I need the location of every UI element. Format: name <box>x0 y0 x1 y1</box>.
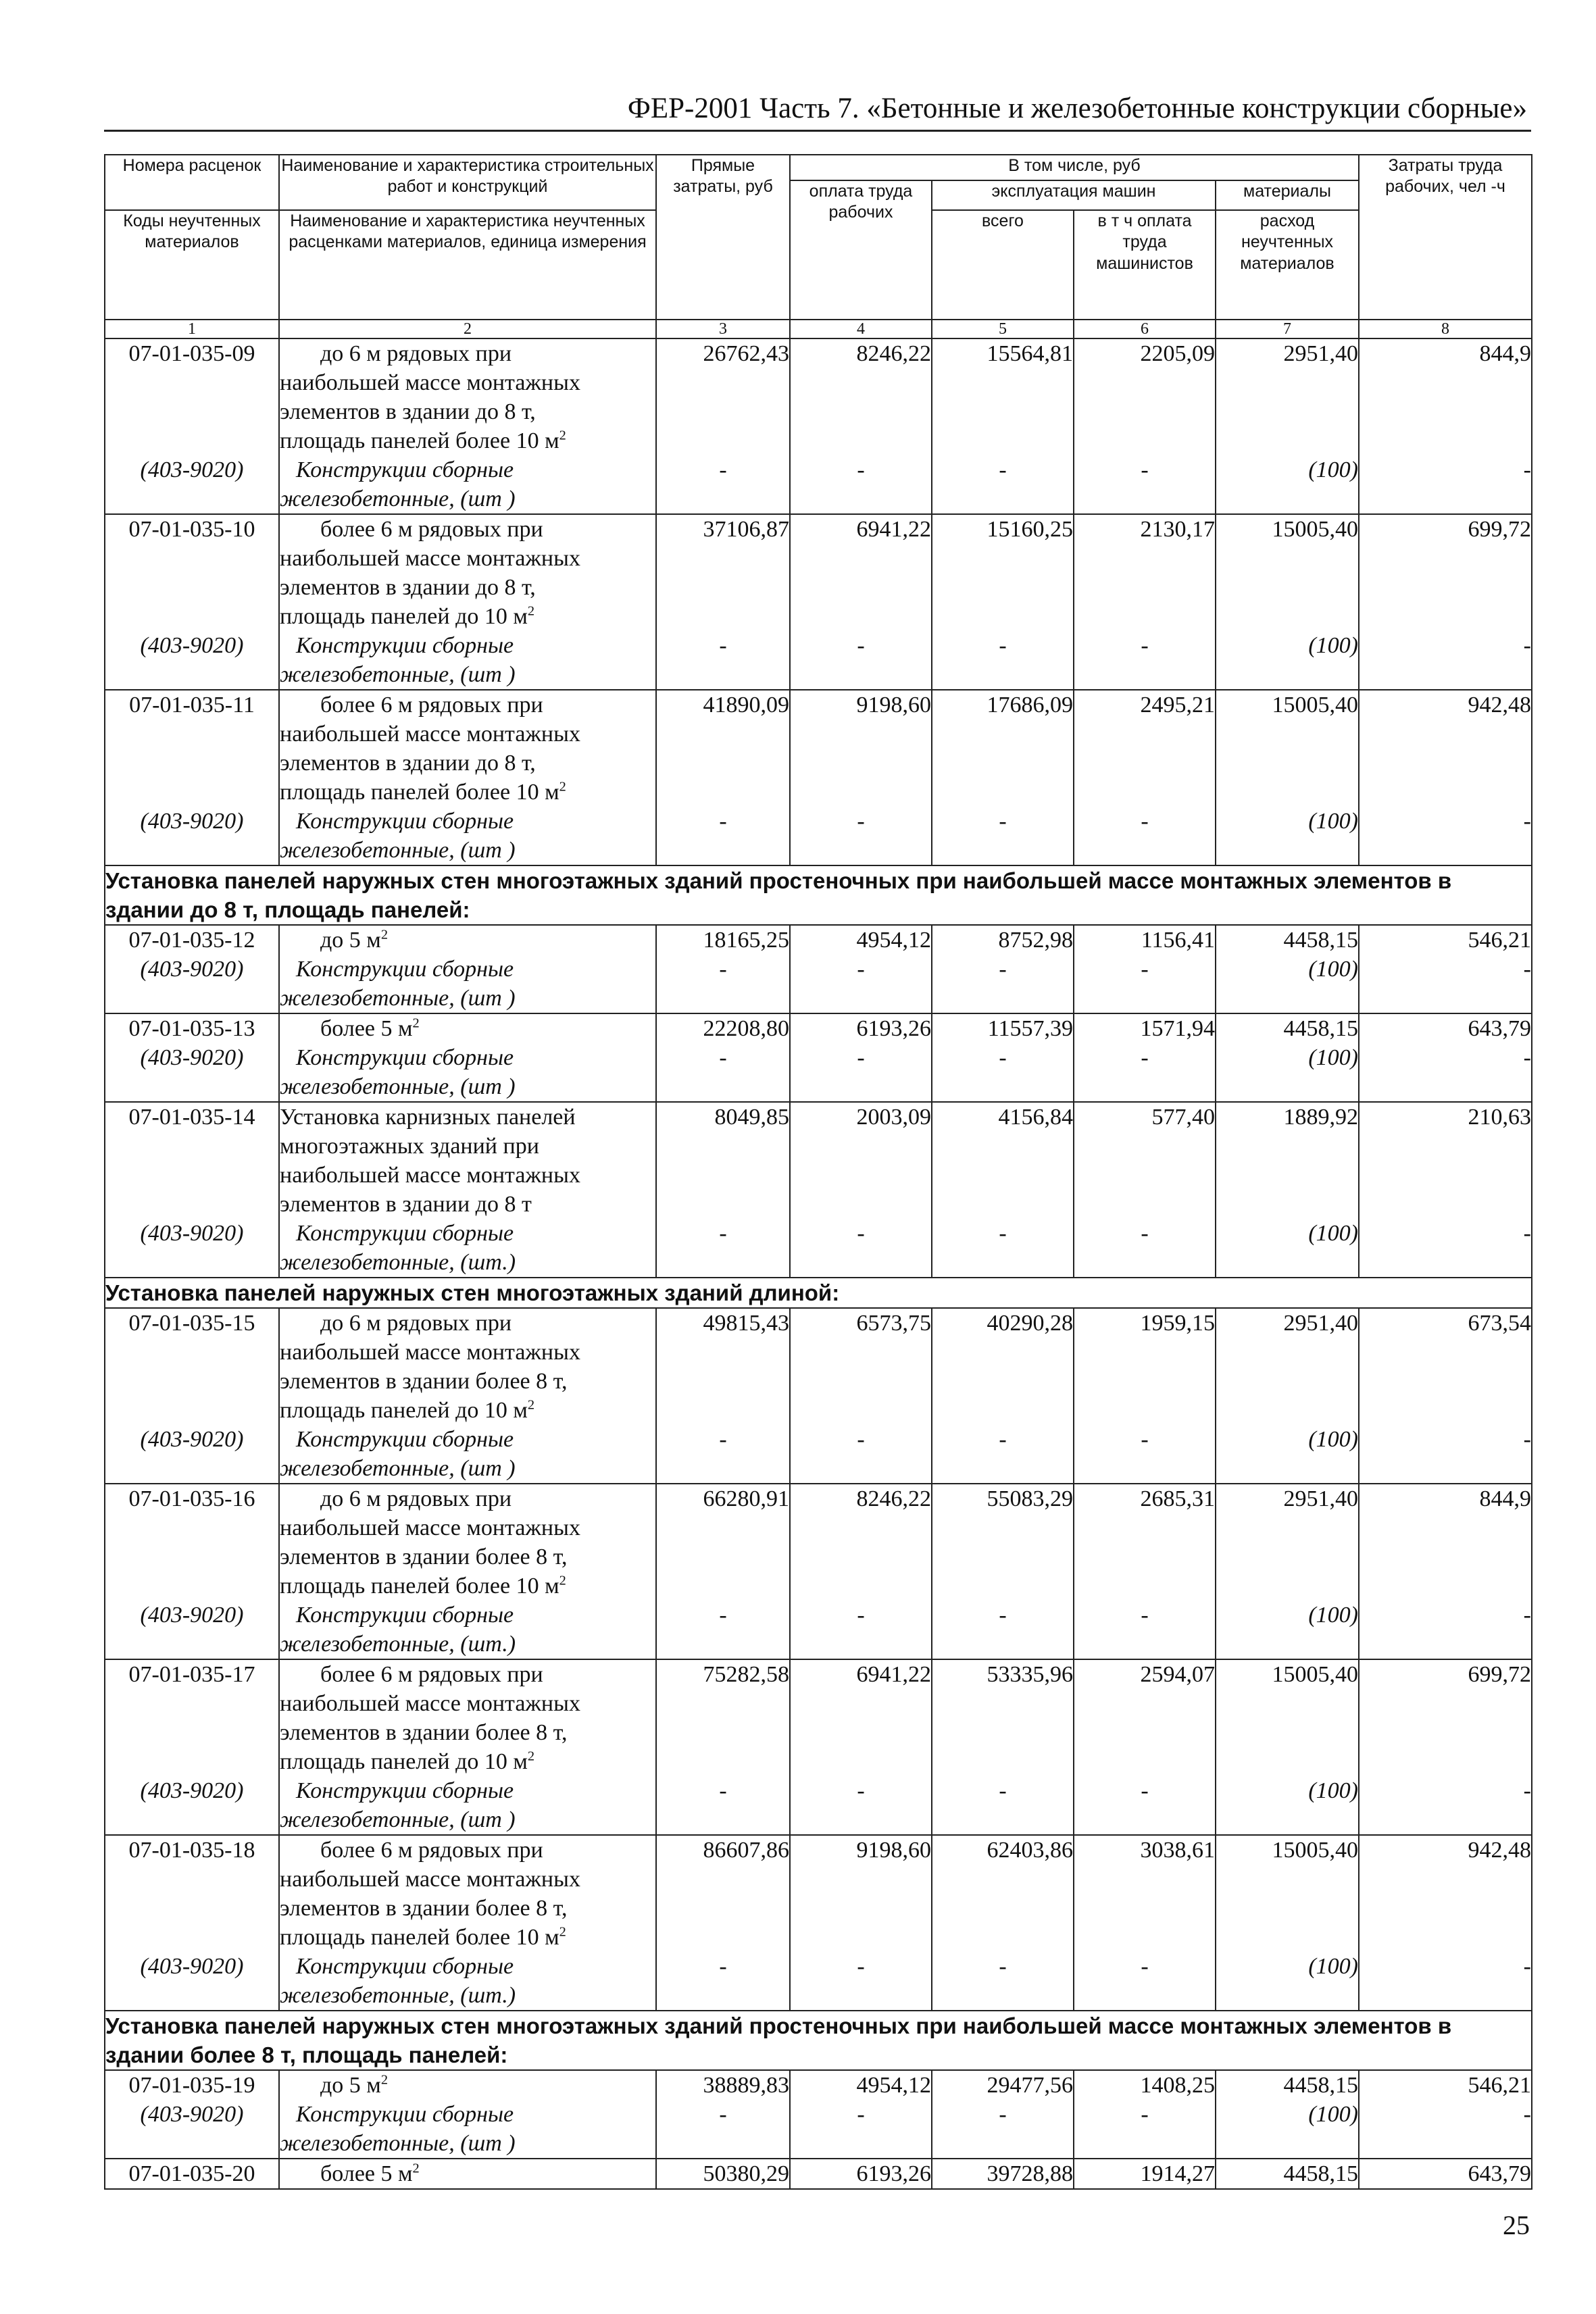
direct-costs: 38889,83 <box>703 2073 789 2098</box>
column-number: 1 <box>105 320 279 338</box>
machines-value: 8752,98 <box>998 928 1073 953</box>
material-qty: (100) <box>1308 1954 1358 1979</box>
direct-costs: 66280,91 <box>703 1486 789 1511</box>
operators-value: 1571,94 <box>1140 1016 1215 1041</box>
col7-header: расход неучтенных материалов <box>1216 210 1359 320</box>
material-name: Конструкции сборные <box>296 1045 514 1070</box>
labor-value: 643,79 <box>1468 2161 1531 2186</box>
direct-costs: 8049,85 <box>714 1105 789 1130</box>
labor-value: 673,54 <box>1468 1311 1531 1336</box>
labor-value: 699,72 <box>1468 1662 1531 1687</box>
table-row: 07-01-035-12 (403-9020) до 5 $м^2$ Конструкции сборные железобетонные, (шт ) 18165,25 - 4954,12 - 8752,98 - 1156,41 - 4458,15 (100) 546,21 - <box>105 925 1532 1013</box>
work-description: до 6 м рядовых при <box>320 341 512 366</box>
material-code: (403-9020) <box>140 1954 244 1979</box>
material-unit: железобетонные, (шт.) <box>280 1632 516 1657</box>
work-description: площадь панелей более 10 м <box>280 428 559 453</box>
material-code: (403-9020) <box>140 957 244 982</box>
machines-value: 15160,25 <box>987 517 1073 542</box>
column-number-row <box>105 320 1532 338</box>
work-description: элементов в здании до 8 т <box>280 1192 532 1217</box>
material-name: Конструкции сборные <box>296 1603 514 1628</box>
work-description: элементов в здании более 8 т, <box>280 1369 568 1394</box>
material-unit: железобетонные, (шт ) <box>280 486 516 511</box>
materials-value: 2951,40 <box>1283 1311 1358 1336</box>
work-description: элементов в здании до 8 т, <box>280 751 536 776</box>
col2-top-header: Наименование и характеристика строительных работ и конструкций <box>279 155 656 210</box>
material-qty: (100) <box>1308 2102 1358 2127</box>
work-description: площадь панелей до 10 м <box>280 1749 528 1774</box>
superscript: 2 <box>412 2161 420 2176</box>
section-heading-row <box>105 1278 1532 1308</box>
material-code: (403-9020) <box>140 1427 244 1452</box>
col6-header: в т ч оплата труда машинистов <box>1074 210 1216 320</box>
work-description: более 5 м <box>320 2161 413 2186</box>
material-name: Конструкции сборные <box>296 2102 514 2127</box>
work-description: наибольшей массе монтажных <box>280 370 580 395</box>
machines-value: 53335,96 <box>987 1662 1073 1687</box>
table-row: 07-01-035-18 (403-9020) более 6 м рядовых при наибольшей массе монтажных элементов в здании более 8 т, площадь панелей более 10 $м^2$ Конструкции сборные железобетонные, (шт.) 86607,86 - 9198,60 - 62403,86 - 3038,61 - 15005,40 (100) 942,48 - <box>105 1835 1532 2011</box>
work-description: элементов в здании более 8 т, <box>280 1896 568 1921</box>
material-qty: (100) <box>1308 1221 1358 1246</box>
table-row: 07-01-035-10 (403-9020) более 6 м рядовых при наибольшей массе монтажных элементов в здании до 8 т, площадь панелей до 10 $м^2$ Конструкции сборные железобетонные, (шт ) 37106,87 - 6941,22 - 15160,25 - 2130,17 - 15005,40 (100) 699,72 - <box>105 514 1532 690</box>
materials-value: 15005,40 <box>1272 693 1358 718</box>
rate-code: 07-01-035-17 <box>128 1662 255 1687</box>
work-description: наибольшей массе монтажных <box>280 546 580 571</box>
machines-value: 4156,84 <box>998 1105 1073 1130</box>
materials-value: 4458,15 <box>1283 2161 1358 2186</box>
col1-top-header: Номера расценок <box>105 155 279 210</box>
machines-value: 55083,29 <box>987 1486 1073 1511</box>
work-description: до 6 м рядовых при <box>320 1311 512 1336</box>
material-qty: (100) <box>1308 1045 1358 1070</box>
wages-value: 9198,60 <box>856 693 931 718</box>
work-description: наибольшей массе монтажных <box>280 1515 580 1540</box>
col8-header: Затраты труда рабочих, чел -ч <box>1359 155 1532 320</box>
material-unit: железобетонные, (шт ) <box>280 1456 516 1481</box>
rate-code: 07-01-035-11 <box>129 693 255 718</box>
direct-costs: 86607,86 <box>703 1838 789 1863</box>
material-code: (403-9020) <box>140 1778 244 1803</box>
material-qty: (100) <box>1308 1778 1358 1803</box>
material-unit: железобетонные, (шт ) <box>280 1807 516 1832</box>
column-number: 5 <box>932 320 1074 338</box>
column-number: 3 <box>656 320 790 338</box>
work-description: до 6 м рядовых при <box>320 1486 512 1511</box>
rate-code: 07-01-035-18 <box>128 1838 255 1863</box>
materials-value: 4458,15 <box>1283 2073 1358 2098</box>
materials-header: материалы <box>1216 180 1359 210</box>
material-qty: (100) <box>1308 633 1358 658</box>
materials-value: 4458,15 <box>1283 928 1358 953</box>
table-row: 07-01-035-17 (403-9020) более 6 м рядовых при наибольшей массе монтажных элементов в здании более 8 т, площадь панелей до 10 $м^2$ Конструкции сборные железобетонные, (шт ) 75282,58 - 6941,22 - 53335,96 - 2594,07 - 15005,40 (100) 699,72 - <box>105 1659 1532 1835</box>
col5-header: всего <box>932 210 1074 320</box>
wages-value: 4954,12 <box>856 2073 931 2098</box>
table-row <box>105 2159 1532 2189</box>
material-unit: железобетонные, (шт.) <box>280 1250 516 1275</box>
rate-code: 07-01-035-19 <box>128 2073 255 2098</box>
rate-code: 07-01-035-13 <box>128 1016 255 1041</box>
machines-value: 40290,28 <box>987 1311 1073 1336</box>
work-description: элементов в здании более 8 т, <box>280 1720 568 1745</box>
machines-value: 29477,56 <box>987 2073 1073 2098</box>
material-qty: (100) <box>1308 1427 1358 1452</box>
material-name: Конструкции сборные <box>296 1778 514 1803</box>
work-description: элементов в здании до 8 т, <box>280 575 536 600</box>
column-number: 2 <box>279 320 656 338</box>
group-header: В том числе, руб <box>790 155 1359 180</box>
operators-value: 1156,41 <box>1141 928 1215 953</box>
material-qty: (100) <box>1308 957 1358 982</box>
rate-code: 07-01-035-10 <box>128 517 255 542</box>
materials-value: 1889,92 <box>1283 1105 1358 1130</box>
labor-value: 844,9 <box>1479 341 1531 366</box>
table-row: 07-01-035-13 (403-9020) более 5 $м^2$ Конструкции сборные железобетонные, (шт ) 22208,80 - 6193,26 - 11557,39 - 1571,94 - 4458,15 (100) 643,79 - <box>105 1013 1532 1102</box>
section-heading: Установка панелей наружных стен многоэтажных зданий длиной: <box>105 1278 1532 1308</box>
direct-costs: 22208,80 <box>703 1016 789 1041</box>
machines-value: 39728,88 <box>987 2161 1073 2186</box>
rate-code: 07-01-035-09 <box>128 341 255 366</box>
work-description: площадь панелей более 10 м <box>280 1574 559 1599</box>
operators-value: 2495,21 <box>1140 693 1215 718</box>
labor-value: 844,9 <box>1479 1486 1531 1511</box>
work-description: площадь панелей до 10 м <box>280 1398 528 1423</box>
header-row-1 <box>105 155 1532 180</box>
materials-value: 2951,40 <box>1283 341 1358 366</box>
material-unit: железобетонные, (шт ) <box>280 662 516 687</box>
labor-value: 643,79 <box>1468 1016 1531 1041</box>
page-title: ФЕР-2001 Часть 7. «Бетонные и железобетонные конструкции сборные» <box>627 93 1527 124</box>
work-description: более 6 м рядовых при <box>320 1662 543 1687</box>
material-code: (403-9020) <box>140 457 244 482</box>
machines-header: эксплуатация машин <box>932 180 1216 210</box>
work-description: наибольшей массе монтажных <box>280 1691 580 1716</box>
materials-value: 15005,40 <box>1272 1838 1358 1863</box>
page-header <box>104 88 1531 132</box>
materials-value: 4458,15 <box>1283 1016 1358 1041</box>
material-qty: (100) <box>1308 809 1358 834</box>
work-description: до 5 м <box>320 2073 381 2098</box>
work-description: площадь панелей более 10 м <box>280 1925 559 1950</box>
material-unit: железобетонные, (шт ) <box>280 838 516 863</box>
material-code: (403-9020) <box>140 1603 244 1628</box>
material-unit: железобетонные, (шт ) <box>280 1074 516 1099</box>
wages-value: 8246,22 <box>856 341 931 366</box>
rate-code: 07-01-035-15 <box>128 1311 255 1336</box>
operators-value: 2130,17 <box>1140 517 1215 542</box>
work-description: наибольшей массе монтажных <box>280 1340 580 1365</box>
materials-value: 2951,40 <box>1283 1486 1358 1511</box>
material-name: Конструкции сборные <box>296 1954 514 1979</box>
wages-value: 6941,22 <box>856 517 931 542</box>
material-name: Конструкции сборные <box>296 1427 514 1452</box>
column-number: 4 <box>790 320 932 338</box>
operators-value: 1914,27 <box>1140 2161 1215 2186</box>
superscript: 2 <box>527 1749 535 1764</box>
material-code: (403-9020) <box>140 1221 244 1246</box>
machines-value: 17686,09 <box>987 693 1073 718</box>
superscript: 2 <box>559 1924 566 1940</box>
work-description: более 6 м рядовых при <box>320 693 543 718</box>
operators-value: 3038,61 <box>1140 1838 1215 1863</box>
rate-code: 07-01-035-12 <box>128 928 255 953</box>
rates-table <box>104 154 1532 2190</box>
section-heading-row <box>105 865 1532 925</box>
wages-value: 6573,75 <box>856 1311 931 1336</box>
section-heading-row <box>105 2011 1532 2070</box>
materials-value: 15005,40 <box>1272 517 1358 542</box>
material-qty: (100) <box>1308 1603 1358 1628</box>
page-number: 25 <box>1503 2210 1530 2240</box>
direct-costs: 75282,58 <box>703 1662 789 1687</box>
operators-value: 1959,15 <box>1140 1311 1215 1336</box>
labor-value: 546,21 <box>1468 928 1531 953</box>
machines-value: 62403,86 <box>987 1838 1073 1863</box>
column-number: 8 <box>1359 320 1532 338</box>
superscript: 2 <box>527 603 535 619</box>
material-name: Конструкции сборные <box>296 957 514 982</box>
work-description: наибольшей массе монтажных <box>280 722 580 747</box>
operators-value: 1408,25 <box>1140 2073 1215 2098</box>
wages-value: 8246,22 <box>856 1486 931 1511</box>
rate-code: 07-01-035-16 <box>128 1486 255 1511</box>
material-name: Конструкции сборные <box>296 809 514 834</box>
material-qty: (100) <box>1308 457 1358 482</box>
superscript: 2 <box>559 1573 566 1588</box>
superscript: 2 <box>380 2072 389 2088</box>
material-name: Конструкции сборные <box>296 1221 514 1246</box>
material-name: Конструкции сборные <box>296 457 514 482</box>
work-description: наибольшей массе монтажных <box>280 1163 580 1188</box>
direct-costs: 18165,25 <box>703 928 789 953</box>
material-code: (403-9020) <box>140 809 244 834</box>
work-description: более 6 м рядовых при <box>320 1838 543 1863</box>
wages-value: 6941,22 <box>856 1662 931 1687</box>
labor-value: 942,48 <box>1468 1838 1531 1863</box>
table-row: 07-01-035-14 (403-9020) Установка карнизных панелей многоэтажных зданий при наибольшей массе монтажных элементов в здании до 8 т Конструкции сборные железобетонные, (шт.) 8049,85 - 2003,09 - 4156,84 - 577,40 - 1889,92 (100) 210,63 - <box>105 1102 1532 1278</box>
operators-value: 2685,31 <box>1140 1486 1215 1511</box>
labor-value: 942,48 <box>1468 693 1531 718</box>
machines-value: 15564,81 <box>987 341 1073 366</box>
table-row: 07-01-035-16 (403-9020) до 6 м рядовых при наибольшей массе монтажных элементов в здании более 8 т, площадь панелей более 10 $м^2$ Конструкции сборные железобетонные, (шт.) 66280,91 - 8246,22 - 55083,29 - 2685,31 - 2951,40 (100) 844,9 - <box>105 1484 1532 1659</box>
material-code: (403-9020) <box>140 2102 244 2127</box>
col2-bottom-header: Наименование и характеристика неучтенных расценками материалов, единица измерения <box>279 210 656 320</box>
rate-code: 07-01-035-14 <box>128 1105 255 1130</box>
direct-costs: 49815,43 <box>703 1311 789 1336</box>
direct-costs: 50380,29 <box>703 2161 789 2186</box>
work-description: наибольшей массе монтажных <box>280 1867 580 1892</box>
material-code: (403-9020) <box>140 633 244 658</box>
table-row: 07-01-035-19 (403-9020) до 5 $м^2$ Конструкции сборные железобетонные, (шт ) 38889,83 - 4954,12 - 29477,56 - 1408,25 - 4458,15 (100) 546,21 - <box>105 2070 1532 2159</box>
direct-costs: 26762,43 <box>703 341 789 366</box>
operators-value: 2594,07 <box>1140 1662 1215 1687</box>
labor-value: 699,72 <box>1468 517 1531 542</box>
work-description: более 6 м рядовых при <box>320 517 543 542</box>
operators-value: 577,40 <box>1151 1105 1215 1130</box>
wages-value: 6193,26 <box>856 2161 931 2186</box>
materials-value: 15005,40 <box>1272 1662 1358 1687</box>
operators-value: 2205,09 <box>1140 341 1215 366</box>
direct-costs: 41890,09 <box>703 693 789 718</box>
table-row: 07-01-035-09 (403-9020) до 6 м рядовых при наибольшей массе монтажных элементов в здании до 8 т, площадь панелей более 10 $м^2$ Конструкции сборные железобетонные, (шт ) 26762,43 - 8246,22 - 15564,81 - 2205,09 - 2951,40 (100) 844,9 - <box>105 338 1532 514</box>
section-heading: Установка панелей наружных стен многоэтажных зданий простеночных при наибольшей массе монтажных элементов в здании до 8 т, площадь панелей: <box>105 865 1532 925</box>
material-name: Конструкции сборные <box>296 633 514 658</box>
work-description: до 5 м <box>320 928 381 953</box>
wages-value: 4954,12 <box>856 928 931 953</box>
labor-value: 210,63 <box>1468 1105 1531 1130</box>
work-description: площадь панелей более 10 м <box>280 780 559 805</box>
material-code: (403-9020) <box>140 1045 244 1070</box>
table-row: 07-01-035-11 (403-9020) более 6 м рядовых при наибольшей массе монтажных элементов в здании до 8 т, площадь панелей более 10 $м^2$ Конструкции сборные железобетонные, (шт ) 41890,09 - 9198,60 - 17686,09 - 2495,21 - 15005,40 (100) 942,48 - <box>105 690 1532 865</box>
material-unit: железобетонные, (шт ) <box>280 986 516 1011</box>
superscript: 2 <box>559 428 566 443</box>
wages-value: 9198,60 <box>856 1838 931 1863</box>
superscript: 2 <box>412 1015 420 1031</box>
work-description: площадь панелей до 10 м <box>280 604 528 629</box>
superscript: 2 <box>527 1397 535 1413</box>
col4-header: оплата труда рабочих <box>790 180 932 320</box>
wages-value: 6193,26 <box>856 1016 931 1041</box>
superscript: 2 <box>559 779 566 795</box>
wages-value: 2003,09 <box>856 1105 931 1130</box>
superscript: 2 <box>380 927 389 942</box>
labor-value: 546,21 <box>1468 2073 1531 2098</box>
section-heading: Установка панелей наружных стен многоэтажных зданий простеночных при наибольшей массе монтажных элементов в здании более 8 т, площадь панелей: <box>105 2011 1532 2070</box>
material-unit: железобетонные, (шт.) <box>280 1983 516 2008</box>
table-row: 07-01-035-15 (403-9020) до 6 м рядовых при наибольшей массе монтажных элементов в здании более 8 т, площадь панелей до 10 $м^2$ Конструкции сборные железобетонные, (шт ) 49815,43 - 6573,75 - 40290,28 - 1959,15 - 2951,40 (100) 673,54 - <box>105 1308 1532 1484</box>
column-number: 6 <box>1074 320 1216 338</box>
work-description: Установка карнизных панелей <box>280 1105 576 1130</box>
rate-code: 07-01-035-20 <box>128 2161 255 2186</box>
material-unit: железобетонные, (шт ) <box>280 2131 516 2156</box>
direct-costs: 37106,87 <box>703 517 789 542</box>
col3-header: Прямые затраты, руб <box>656 155 790 320</box>
col1-bottom-header: Коды неучтенных материалов <box>105 210 279 320</box>
column-number: 7 <box>1216 320 1359 338</box>
work-description: элементов в здании более 8 т, <box>280 1544 568 1569</box>
work-description: многоэтажных зданий при <box>280 1134 539 1159</box>
machines-value: 11557,39 <box>987 1016 1073 1041</box>
work-description: элементов в здании до 8 т, <box>280 399 536 424</box>
work-description: более 5 м <box>320 1016 413 1041</box>
